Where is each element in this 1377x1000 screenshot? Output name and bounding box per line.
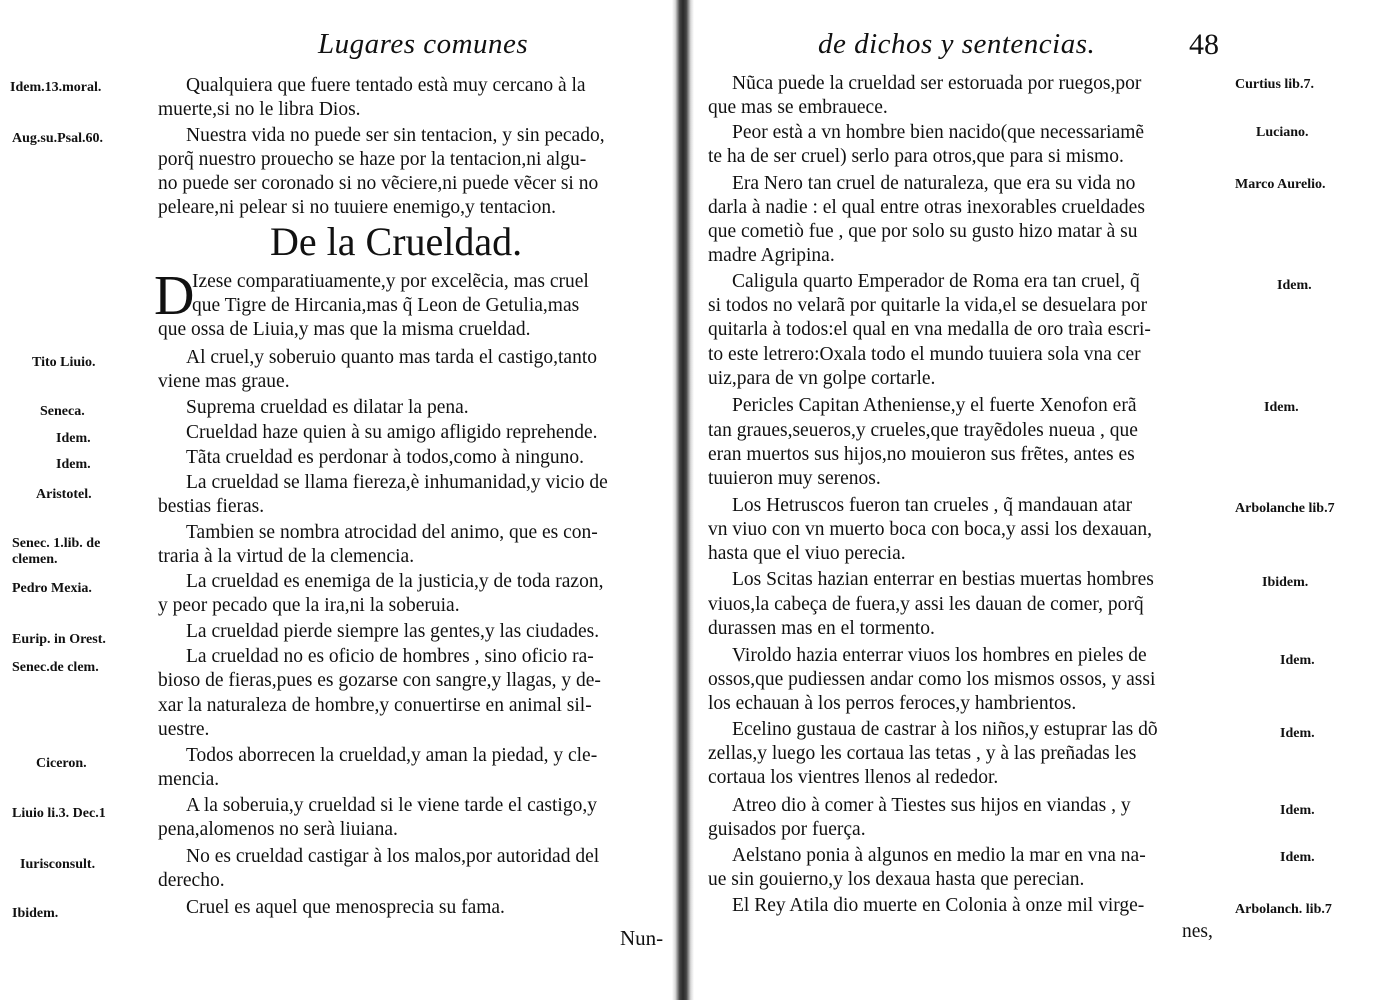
running-head-right: de dichos y sentencias. <box>818 28 1096 60</box>
running-head-left: Lugares comunes <box>318 28 529 60</box>
text-line: ue sin gouierno,y los dexaua hasta que perecian. <box>708 869 1085 890</box>
text-line: ossos,que pudiessen andar como los mismos ossos, y assi <box>708 669 1156 690</box>
margin-note: Ciceron. <box>36 756 87 771</box>
left-page <box>0 0 672 1000</box>
text-line: hasta que el viuo perecia. <box>708 543 906 564</box>
margin-note: Idem. <box>1280 850 1315 865</box>
text-line: darla à nadie : el qual entre otras inexorables crueldades <box>708 197 1145 218</box>
text-line: Qualquiera que fuere tentado està muy cercano à la <box>186 75 586 96</box>
text-line: xar la naturaleza de hombre,y conuertirse en animal sil- <box>158 695 592 716</box>
text-line: Tãta crueldad es perdonar à todos,como à ninguno. <box>186 447 584 468</box>
margin-note: Idem. <box>56 431 91 446</box>
margin-note: Senec. 1.lib. de clemen. <box>12 536 101 567</box>
text-line: traria à la virtud de la clemencia. <box>158 546 415 567</box>
drop-cap: D <box>154 265 195 327</box>
text-line: te ha de ser cruel) serlo para otros,que para si mismo. <box>708 146 1124 167</box>
text-line: Peor està a vn hombre bien nacido(que necessariamẽ <box>732 122 1145 143</box>
text-line: Ecelino gustaua de castrar à los niños,y estuprar las dõ <box>732 719 1158 740</box>
text-line: bioso de fieras,pues es gozarse con sangre,y llagas, y de- <box>158 670 601 691</box>
text-line: Aelstano ponia à algunos en medio la mar en vna na- <box>732 845 1146 866</box>
right-page <box>694 0 1377 1000</box>
text-line: viuos,la cabeça de fuera,y assi les dauan de comer, porq̃ <box>708 594 1144 615</box>
text-line: eran muertos sus hijos,no mouieron sus frẽtes, antes es <box>708 444 1135 465</box>
margin-note: Curtius lib.7. <box>1235 77 1314 92</box>
text-line: muerte,si no le libra Dios. <box>158 99 361 120</box>
margin-note: Liuio li.3. Dec.1 <box>12 806 106 821</box>
text-line: El Rey Atila dio muerte en Colonia à onze mil virge- <box>732 895 1145 916</box>
margin-note: Luciano. <box>1256 125 1309 140</box>
margin-note: Seneca. <box>40 404 85 419</box>
text-line: La crueldad pierde siempre las gentes,y las ciudades. <box>186 621 600 642</box>
text-line: Todos aborrecen la crueldad,y aman la piedad, y cle- <box>186 745 598 766</box>
text-line: durassen mas en el tormento. <box>708 618 935 639</box>
margin-note: Arbolanche lib.7 <box>1235 501 1335 516</box>
text-line: Pericles Capitan Atheniense,y el fuerte Xenofon erã <box>732 395 1137 416</box>
text-line: Atreo dio à comer à Tiestes sus hijos en viandas , y <box>732 795 1131 816</box>
margin-note: Idem.13.moral. <box>10 80 102 95</box>
margin-note: Idem. <box>1280 653 1315 668</box>
text-line: viene mas graue. <box>158 371 290 392</box>
margin-note: Iurisconsult. <box>20 857 96 872</box>
text-line: derecho. <box>158 870 225 891</box>
text-line: que ossa de Liuia,y mas que la misma crueldad. <box>158 319 531 340</box>
text-line: Crueldad haze quien à su amigo afligido reprehende. <box>186 422 598 443</box>
text-line: madre Agripina. <box>708 245 835 266</box>
text-line: que mas se embrauece. <box>708 97 888 118</box>
text-line: Cruel es aquel que menosprecia su fama. <box>186 897 505 918</box>
margin-note: Idem. <box>1280 803 1315 818</box>
text-line: No es crueldad castigar à los malos,por autoridad del <box>186 846 600 867</box>
margin-note: Aristotel. <box>36 487 92 502</box>
text-line: si todos no velarã por quitarle la vida,el se desuelara por <box>708 295 1148 316</box>
text-line: Tambien se nombra atrocidad del animo, que es con- <box>186 522 598 543</box>
text-line: zellas,y luego les cortaua las tetas , y à las preñadas les <box>708 743 1137 764</box>
book-gutter <box>672 0 694 1000</box>
catchword: Nun- <box>620 926 664 950</box>
text-line: Era Nero tan cruel de naturaleza, que era su vida no <box>732 173 1136 194</box>
margin-note: Senec.de clem. <box>12 660 99 675</box>
margin-note: Idem. <box>1264 400 1299 415</box>
margin-note: Idem. <box>1280 726 1315 741</box>
text-line: quitarla à todos:el qual en vna medalla de oro traìa escri- <box>708 319 1151 340</box>
text-line: Suprema crueldad es dilatar la pena. <box>186 397 469 418</box>
text-line: uiz,para de vn golpe cortarle. <box>708 368 936 389</box>
section-heading: De la Crueldad. <box>270 219 523 264</box>
text-line: mencia. <box>158 769 220 790</box>
margin-note: Ibidem. <box>1262 575 1309 590</box>
margin-note: Marco Aurelio. <box>1235 177 1326 192</box>
text-line: uestre. <box>158 719 210 740</box>
text-line: que Tigre de Hircania,mas q̃ Leon de Getulia,mas <box>192 295 580 316</box>
margin-note: Eurip. in Orest. <box>12 632 106 647</box>
text-line: Izese comparatiuamente,y por excelẽcia, mas cruel <box>192 271 589 292</box>
text-line: guisados por fuerça. <box>708 819 866 840</box>
text-line: los echauan à los perros feroces,y hambrientos. <box>708 693 1077 714</box>
text-line: bestias fieras. <box>158 496 265 517</box>
text-line: Los Scitas hazian enterrar en bestias muertas hombres <box>732 569 1154 590</box>
margin-note: Tito Liuio. <box>32 355 96 370</box>
text-line: Al cruel,y soberuio quanto mas tarda el castigo,tanto <box>186 347 598 368</box>
margin-note: Pedro Mexia. <box>12 581 92 596</box>
text-line: tuuieron muy serenos. <box>708 468 881 489</box>
text-line: que cometiò fue , que por solo su gusto hizo matar à su <box>708 221 1138 242</box>
text-line: La crueldad se llama fiereza,è inhumanidad,y vicio de <box>186 472 608 493</box>
margin-note: Aug.su.Psal.60. <box>12 131 104 146</box>
margin-note: Idem. <box>1277 278 1312 293</box>
text-line: porq̃ nuestro prouecho se haze por la tentacion,ni algu- <box>158 149 587 170</box>
text-line: vn viuo con vn muerto boca con boca,y assi los dexauan, <box>708 519 1153 540</box>
margin-note: Arbolanch. lib.7 <box>1235 902 1332 917</box>
text-line: peleare,ni pelear si no tuuiere enemigo,y tentacion. <box>158 197 556 218</box>
text-line: Viroldo hazia enterrar viuos los hombres en pieles de <box>732 645 1147 666</box>
text-line: La crueldad no es oficio de hombres , sino oficio ra- <box>186 646 594 667</box>
text-line: Nuestra vida no puede ser sin tentacion, y sin pecado, <box>186 125 605 146</box>
text-line: no puede ser coronado si no vẽciere,ni puede vẽcer si no <box>158 173 599 194</box>
text-line: Caligula quarto Emperador de Roma era tan cruel, q̃ <box>732 271 1140 292</box>
text-line: Nũca puede la crueldad ser estoruada por ruegos,por <box>732 73 1142 94</box>
text-line: nes, <box>1182 921 1213 942</box>
text-line: to este letrero:Oxala todo el mundo tuuiera sola vna cer <box>708 344 1141 365</box>
text-line: tan graues,seueros,y crueles,que trayẽdoles nueua , que <box>708 420 1138 441</box>
text-line: Los Hetruscos fueron tan crueles , q̃ mandauan atar <box>732 495 1133 516</box>
text-line: pena,alomenos no serà liuiana. <box>158 819 398 840</box>
text-line: cortaua los vientres llenos al rededor. <box>708 767 999 788</box>
margin-note: Ibidem. <box>12 906 59 921</box>
text-line: A la soberuia,y crueldad si le viene tarde el castigo,y <box>186 795 597 816</box>
page-number: 48 <box>1189 28 1219 61</box>
text-line: y peor pecado que la ira,ni la soberuia. <box>158 595 460 616</box>
text-line: La crueldad es enemiga de la justicia,y de toda razon, <box>186 571 604 592</box>
margin-note: Idem. <box>56 457 91 472</box>
